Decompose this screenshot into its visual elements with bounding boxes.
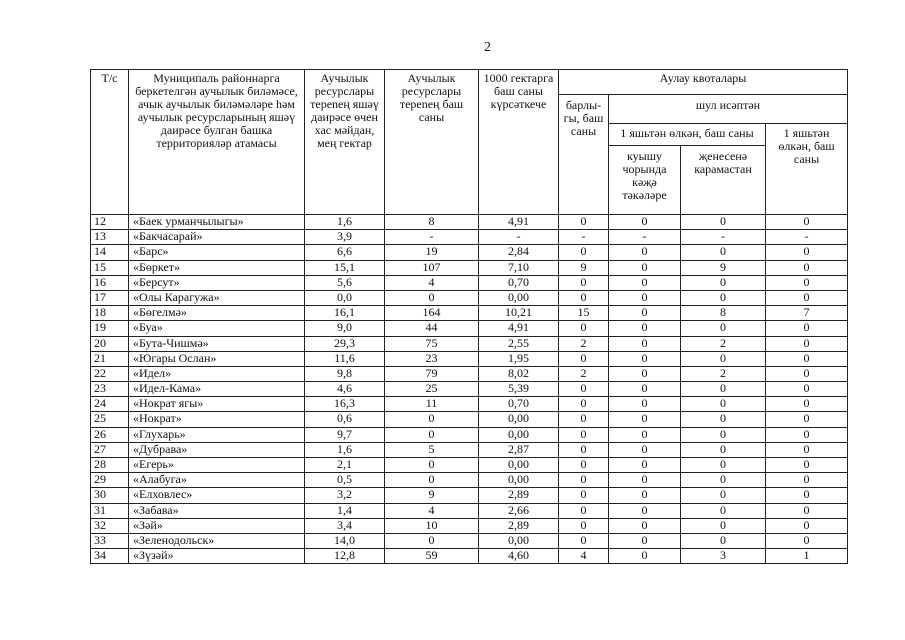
- table-row: [91, 382, 848, 397]
- cell-count: 0: [385, 290, 479, 305]
- cell-count: -: [385, 230, 479, 245]
- header-under-one-year: 1 яшьтән өлкән, баш саны: [766, 124, 848, 215]
- cell-area: 3,9: [305, 230, 385, 245]
- header-including: шул исәптән: [609, 95, 848, 124]
- cell-young: 0: [766, 412, 848, 427]
- header-no-sex: җенесенә карамастан: [681, 146, 766, 215]
- cell-density: 1,95: [479, 351, 559, 366]
- cell-total: 0: [559, 518, 609, 533]
- cell-young: 0: [766, 503, 848, 518]
- cell-idx: 25: [91, 412, 129, 427]
- cell-horned: 0: [609, 458, 681, 473]
- cell-young: 0: [766, 427, 848, 442]
- cell-density: 2,55: [479, 336, 559, 351]
- cell-total: 15: [559, 306, 609, 321]
- table-row: [91, 458, 848, 473]
- cell-horned: 0: [609, 321, 681, 336]
- cell-total: 2: [559, 366, 609, 381]
- cell-total: 0: [559, 397, 609, 412]
- cell-area: 16,1: [305, 306, 385, 321]
- cell-density: 0,00: [479, 533, 559, 548]
- cell-total: 0: [559, 503, 609, 518]
- cell-density: 4,91: [479, 215, 559, 230]
- cell-young: 0: [766, 442, 848, 457]
- cell-horned: 0: [609, 397, 681, 412]
- table-body: [91, 215, 848, 564]
- cell-count: 44: [385, 321, 479, 336]
- cell-idx: 23: [91, 382, 129, 397]
- cell-total: 0: [559, 473, 609, 488]
- cell-idx: 27: [91, 442, 129, 457]
- cell-total: 0: [559, 245, 609, 260]
- cell-horned: 0: [609, 351, 681, 366]
- cell-horned: 0: [609, 336, 681, 351]
- cell-idx: 30: [91, 488, 129, 503]
- cell-name: «Идел-Кама»: [129, 382, 305, 397]
- cell-horned: 0: [609, 306, 681, 321]
- header-quota: Аулау квоталары: [559, 70, 848, 95]
- cell-young: 0: [766, 215, 848, 230]
- cell-area: 15,1: [305, 260, 385, 275]
- cell-horned: 0: [609, 473, 681, 488]
- cell-idx: 18: [91, 306, 129, 321]
- cell-young: 0: [766, 336, 848, 351]
- cell-young: 0: [766, 290, 848, 305]
- cell-horned: 0: [609, 533, 681, 548]
- cell-density: -: [479, 230, 559, 245]
- cell-nosex: 0: [681, 397, 766, 412]
- cell-density: 0,00: [479, 427, 559, 442]
- cell-idx: 19: [91, 321, 129, 336]
- cell-area: 9,7: [305, 427, 385, 442]
- cell-name: «Берсут»: [129, 275, 305, 290]
- cell-nosex: 0: [681, 533, 766, 548]
- cell-idx: 20: [91, 336, 129, 351]
- cell-horned: 0: [609, 382, 681, 397]
- cell-idx: 14: [91, 245, 129, 260]
- table-row: [91, 397, 848, 412]
- cell-count: 4: [385, 503, 479, 518]
- header-count: Аучылык ресурслары тереnең баш саны: [385, 70, 479, 215]
- cell-idx: 13: [91, 230, 129, 245]
- cell-idx: 16: [91, 275, 129, 290]
- cell-horned: 0: [609, 275, 681, 290]
- cell-total: 2: [559, 336, 609, 351]
- header-index: Т/с: [91, 70, 129, 215]
- cell-total: 0: [559, 458, 609, 473]
- cell-nosex: 0: [681, 518, 766, 533]
- cell-nosex: 3: [681, 549, 766, 564]
- cell-count: 10: [385, 518, 479, 533]
- cell-idx: 32: [91, 518, 129, 533]
- hunting-quota-table: [90, 69, 848, 564]
- cell-count: 59: [385, 549, 479, 564]
- cell-density: 0,70: [479, 275, 559, 290]
- cell-name: «Югары Ослан»: [129, 351, 305, 366]
- cell-nosex: 0: [681, 245, 766, 260]
- cell-area: 14,0: [305, 533, 385, 548]
- cell-area: 11,6: [305, 351, 385, 366]
- table-row: [91, 321, 848, 336]
- table-row: [91, 549, 848, 564]
- cell-total: 0: [559, 321, 609, 336]
- cell-idx: 15: [91, 260, 129, 275]
- cell-density: 2,84: [479, 245, 559, 260]
- cell-count: 107: [385, 260, 479, 275]
- cell-name: «Бута-Чишмә»: [129, 336, 305, 351]
- cell-nosex: 0: [681, 503, 766, 518]
- cell-total: 0: [559, 412, 609, 427]
- cell-area: 29,3: [305, 336, 385, 351]
- cell-area: 1,6: [305, 442, 385, 457]
- cell-area: 3,4: [305, 518, 385, 533]
- cell-count: 19: [385, 245, 479, 260]
- header-area: Аучылык ресурслары тереnең яшәү даирәсе өчен хас мәйдан, мең гектар: [305, 70, 385, 215]
- cell-density: 2,87: [479, 442, 559, 457]
- cell-density: 7,10: [479, 260, 559, 275]
- page-number: 2: [484, 40, 491, 55]
- cell-horned: 0: [609, 245, 681, 260]
- cell-horned: 0: [609, 518, 681, 533]
- cell-idx: 12: [91, 215, 129, 230]
- cell-count: 75: [385, 336, 479, 351]
- cell-count: 25: [385, 382, 479, 397]
- cell-area: 9,8: [305, 366, 385, 381]
- cell-horned: 0: [609, 366, 681, 381]
- cell-area: 0,5: [305, 473, 385, 488]
- cell-total: 0: [559, 488, 609, 503]
- cell-name: «Барс»: [129, 245, 305, 260]
- cell-young: 0: [766, 473, 848, 488]
- table-row: [91, 442, 848, 457]
- cell-idx: 24: [91, 397, 129, 412]
- cell-total: 0: [559, 351, 609, 366]
- cell-area: 2,1: [305, 458, 385, 473]
- cell-nosex: 0: [681, 442, 766, 457]
- cell-idx: 21: [91, 351, 129, 366]
- cell-idx: 22: [91, 366, 129, 381]
- cell-name: «Олы Карагужа»: [129, 290, 305, 305]
- cell-young: 0: [766, 260, 848, 275]
- cell-young: 0: [766, 458, 848, 473]
- table-row: [91, 336, 848, 351]
- cell-count: 0: [385, 533, 479, 548]
- cell-nosex: 0: [681, 290, 766, 305]
- header-total: барлы-гы, баш саны: [559, 95, 609, 215]
- cell-name: «Зеленодольск»: [129, 533, 305, 548]
- cell-name: «Бөркет»: [129, 260, 305, 275]
- cell-total: 0: [559, 533, 609, 548]
- cell-horned: 0: [609, 503, 681, 518]
- cell-young: 0: [766, 518, 848, 533]
- cell-horned: 0: [609, 260, 681, 275]
- cell-young: 0: [766, 351, 848, 366]
- cell-total: 9: [559, 260, 609, 275]
- cell-nosex: 0: [681, 427, 766, 442]
- cell-name: «Бөгелмә»: [129, 306, 305, 321]
- cell-count: 8: [385, 215, 479, 230]
- cell-nosex: 0: [681, 412, 766, 427]
- cell-count: 23: [385, 351, 479, 366]
- cell-horned: 0: [609, 427, 681, 442]
- cell-density: 2,89: [479, 518, 559, 533]
- cell-idx: 17: [91, 290, 129, 305]
- table-row: [91, 427, 848, 442]
- header-density: 1000 гектарга баш саны күрсәткече: [479, 70, 559, 215]
- header-name: Муниципаль районнарга беркетелгән аучылык биләмәсе, ачык аучылык биләмәләре һәм аучылык ресурсларының яшәү даирәсе булган башка территорияләр атамасы: [129, 70, 305, 215]
- cell-horned: -: [609, 230, 681, 245]
- cell-area: 4,6: [305, 382, 385, 397]
- cell-name: «Зәй»: [129, 518, 305, 533]
- table-row: [91, 412, 848, 427]
- cell-density: 10,21: [479, 306, 559, 321]
- cell-nosex: 0: [681, 351, 766, 366]
- cell-nosex: 2: [681, 366, 766, 381]
- cell-name: «Идел»: [129, 366, 305, 381]
- cell-density: 8,02: [479, 366, 559, 381]
- cell-count: 11: [385, 397, 479, 412]
- cell-idx: 26: [91, 427, 129, 442]
- cell-name: «Бакчасарай»: [129, 230, 305, 245]
- cell-young: 0: [766, 397, 848, 412]
- table-row: [91, 245, 848, 260]
- cell-name: «Егерь»: [129, 458, 305, 473]
- cell-horned: 0: [609, 488, 681, 503]
- cell-name: «Алабуга»: [129, 473, 305, 488]
- cell-area: 1,4: [305, 503, 385, 518]
- cell-horned: 0: [609, 549, 681, 564]
- cell-area: 0,0: [305, 290, 385, 305]
- cell-area: 12,8: [305, 549, 385, 564]
- table-row: [91, 503, 848, 518]
- cell-nosex: 0: [681, 488, 766, 503]
- cell-count: 9: [385, 488, 479, 503]
- cell-young: 0: [766, 382, 848, 397]
- cell-area: 0,6: [305, 412, 385, 427]
- cell-horned: 0: [609, 290, 681, 305]
- cell-density: 5,39: [479, 382, 559, 397]
- cell-nosex: 0: [681, 321, 766, 336]
- cell-name: «Дубрава»: [129, 442, 305, 457]
- cell-total: 0: [559, 215, 609, 230]
- cell-count: 0: [385, 427, 479, 442]
- table-row: [91, 473, 848, 488]
- cell-young: 0: [766, 245, 848, 260]
- cell-name: «Глухарь»: [129, 427, 305, 442]
- header-horned: куышу чорында кәҗә тәкәләре: [609, 146, 681, 215]
- cell-nosex: 0: [681, 275, 766, 290]
- cell-total: 0: [559, 275, 609, 290]
- cell-nosex: 2: [681, 336, 766, 351]
- cell-count: 0: [385, 412, 479, 427]
- cell-density: 0,00: [479, 290, 559, 305]
- cell-idx: 31: [91, 503, 129, 518]
- cell-nosex: -: [681, 230, 766, 245]
- cell-area: 3,2: [305, 488, 385, 503]
- cell-density: 2,89: [479, 488, 559, 503]
- table-row: [91, 488, 848, 503]
- cell-young: 0: [766, 533, 848, 548]
- cell-horned: 0: [609, 215, 681, 230]
- cell-nosex: 0: [681, 382, 766, 397]
- cell-horned: 0: [609, 412, 681, 427]
- cell-count: 0: [385, 473, 479, 488]
- cell-density: 0,00: [479, 412, 559, 427]
- cell-idx: 29: [91, 473, 129, 488]
- cell-total: 0: [559, 290, 609, 305]
- cell-name: «Нократ ягы»: [129, 397, 305, 412]
- cell-area: 9,0: [305, 321, 385, 336]
- table-row: [91, 366, 848, 381]
- cell-area: 6,6: [305, 245, 385, 260]
- cell-name: «Буа»: [129, 321, 305, 336]
- cell-young: 0: [766, 488, 848, 503]
- cell-young: 0: [766, 366, 848, 381]
- cell-nosex: 0: [681, 458, 766, 473]
- cell-area: 5,6: [305, 275, 385, 290]
- cell-idx: 28: [91, 458, 129, 473]
- cell-density: 0,70: [479, 397, 559, 412]
- table-row: [91, 290, 848, 305]
- header-over-one-year: 1 яшьтән өлкән, баш саны: [609, 124, 766, 146]
- cell-name: «Зүзәй»: [129, 549, 305, 564]
- cell-density: 4,60: [479, 549, 559, 564]
- cell-count: 4: [385, 275, 479, 290]
- cell-density: 2,66: [479, 503, 559, 518]
- cell-nosex: 8: [681, 306, 766, 321]
- cell-young: 7: [766, 306, 848, 321]
- cell-nosex: 0: [681, 473, 766, 488]
- cell-total: 4: [559, 549, 609, 564]
- cell-young: 0: [766, 275, 848, 290]
- cell-area: 16,3: [305, 397, 385, 412]
- cell-young: 1: [766, 549, 848, 564]
- cell-density: 0,00: [479, 473, 559, 488]
- table-row: [91, 533, 848, 548]
- cell-count: 5: [385, 442, 479, 457]
- cell-idx: 34: [91, 549, 129, 564]
- table-row: [91, 260, 848, 275]
- cell-count: 164: [385, 306, 479, 321]
- table-row: [91, 351, 848, 366]
- cell-count: 79: [385, 366, 479, 381]
- cell-horned: 0: [609, 442, 681, 457]
- cell-idx: 33: [91, 533, 129, 548]
- cell-total: 0: [559, 427, 609, 442]
- cell-nosex: 0: [681, 215, 766, 230]
- cell-total: 0: [559, 382, 609, 397]
- cell-density: 0,00: [479, 458, 559, 473]
- cell-name: «Баек урманчылыгы»: [129, 215, 305, 230]
- cell-young: -: [766, 230, 848, 245]
- table-row: [91, 215, 848, 230]
- table-row: [91, 518, 848, 533]
- cell-name: «Нократ»: [129, 412, 305, 427]
- cell-total: -: [559, 230, 609, 245]
- cell-density: 4,91: [479, 321, 559, 336]
- cell-nosex: 9: [681, 260, 766, 275]
- table-row: [91, 306, 848, 321]
- cell-name: «Забава»: [129, 503, 305, 518]
- cell-area: 1,6: [305, 215, 385, 230]
- table-row: [91, 230, 848, 245]
- cell-name: «Елховлес»: [129, 488, 305, 503]
- table-row: [91, 275, 848, 290]
- cell-count: 0: [385, 458, 479, 473]
- cell-young: 0: [766, 321, 848, 336]
- cell-total: 0: [559, 442, 609, 457]
- table-header: [91, 70, 848, 215]
